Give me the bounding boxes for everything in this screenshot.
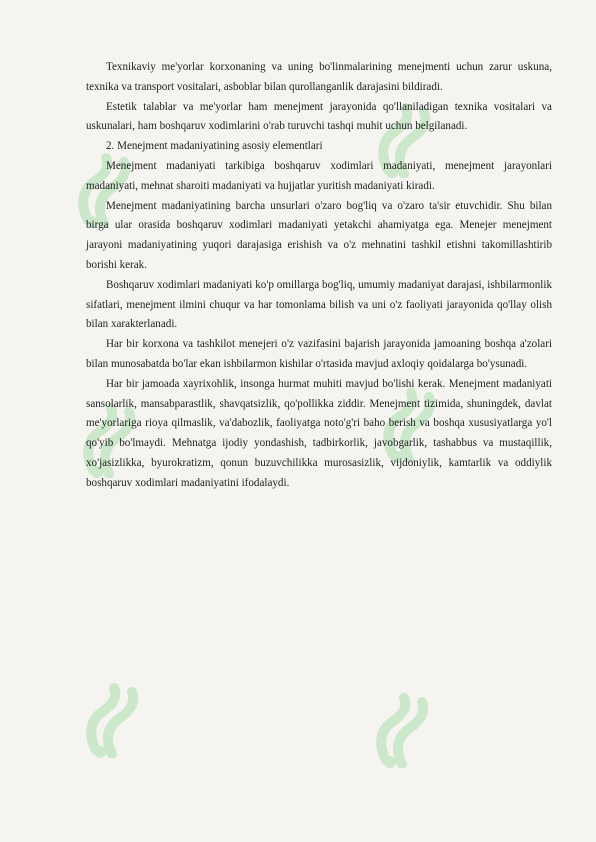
paragraph: Boshqaruv xodimlari madaniyati ko'p omillarga bog'liq, umumiy madaniyat darajasi, ishbilarmonlik sifatlari, menejment ilmini chuqur va har tomonlama bilish va uni o'z faoliyati jarayonida qo'llay olish bilan xarakterlanadi. bbox=[86, 278, 552, 331]
paragraph: Har bir jamoada xayrixohlik, insonga hurmat muhiti mavjud bo'lishi kerak. Menejment madaniyati sansolarlik, mansabparastlik, shavqatsizlik, qo'pollikka ziddir. Menejment tizimida, shuningdek, davlat me'yorlariga rioya qilmaslik, va'dabozlik, faoliyatga noto'g'ri baho berish va boshqa xususiyatlarga yo'l qo'yib bo'lmaydi. Mehnatga ijodiy yondashish, tadbirkorlik, javobgarlik, tashabbus va mustaqillik, xo'jasizlikka, byurokratizm, qonun buzuvchilikka murosasizlik, vijdoniylik, kamtarlik va oddiylik boshqaruv xodimlari madaniyatini ifodalaydi. bbox=[86, 377, 552, 489]
paragraph: Texnikaviy me'yorlar korxonaning va uning bo'linmalarining menejmenti uchun zarur uskuna, texnika va transport vositalari, asboblar bilan qurollanganlik darajasini bildiradi. bbox=[86, 61, 552, 93]
document-body bbox=[86, 58, 552, 494]
watermark-logo-icon bbox=[78, 680, 148, 758]
paragraph: Har bir korxona va tashkilot menejeri o'z vazifasini bajarish jarayonida jamoaning boshqa a'zolari bilan munosabatda bo'lar ekan ishbilarmon kishilar o'rtasida mavjud axloqiy qoidalarga bo'ysunadi. bbox=[86, 338, 552, 370]
section-heading: 2. Menejment madaniyatining asosiy elementlari bbox=[106, 140, 323, 153]
watermark-logo-icon bbox=[368, 690, 438, 768]
paragraph: Estetik talablar va me'yorlar ham menejment jarayonida qo'llaniladigan texnika vositalari va uskunalari, ham boshqaruv xodimlarini o'rab turuvchi tashqi muhit uchun belgilanadi. bbox=[86, 100, 552, 133]
paragraph: Menejment madaniyati tarkibiga boshqaruv xodimlari madaniyati, menejment jarayonlari madaniyati, mehnat sharoiti madaniyati va hujjatlar yuritish madaniyati kiradi. bbox=[86, 159, 552, 192]
paragraph: Menejment madaniyatining barcha unsurlari o'zaro bog'liq va o'zaro ta'sir etuvchidir. Shu bilan birga ular orasida boshqaruv xodimlari madaniyati yetakchi ahamiyatga ega. Menejer menejment jarayoni madaniyatining yuqori darajasiga erishish va o'z mehnatini tashkil etishni takomillashtirib borishi kerak. bbox=[86, 199, 552, 271]
